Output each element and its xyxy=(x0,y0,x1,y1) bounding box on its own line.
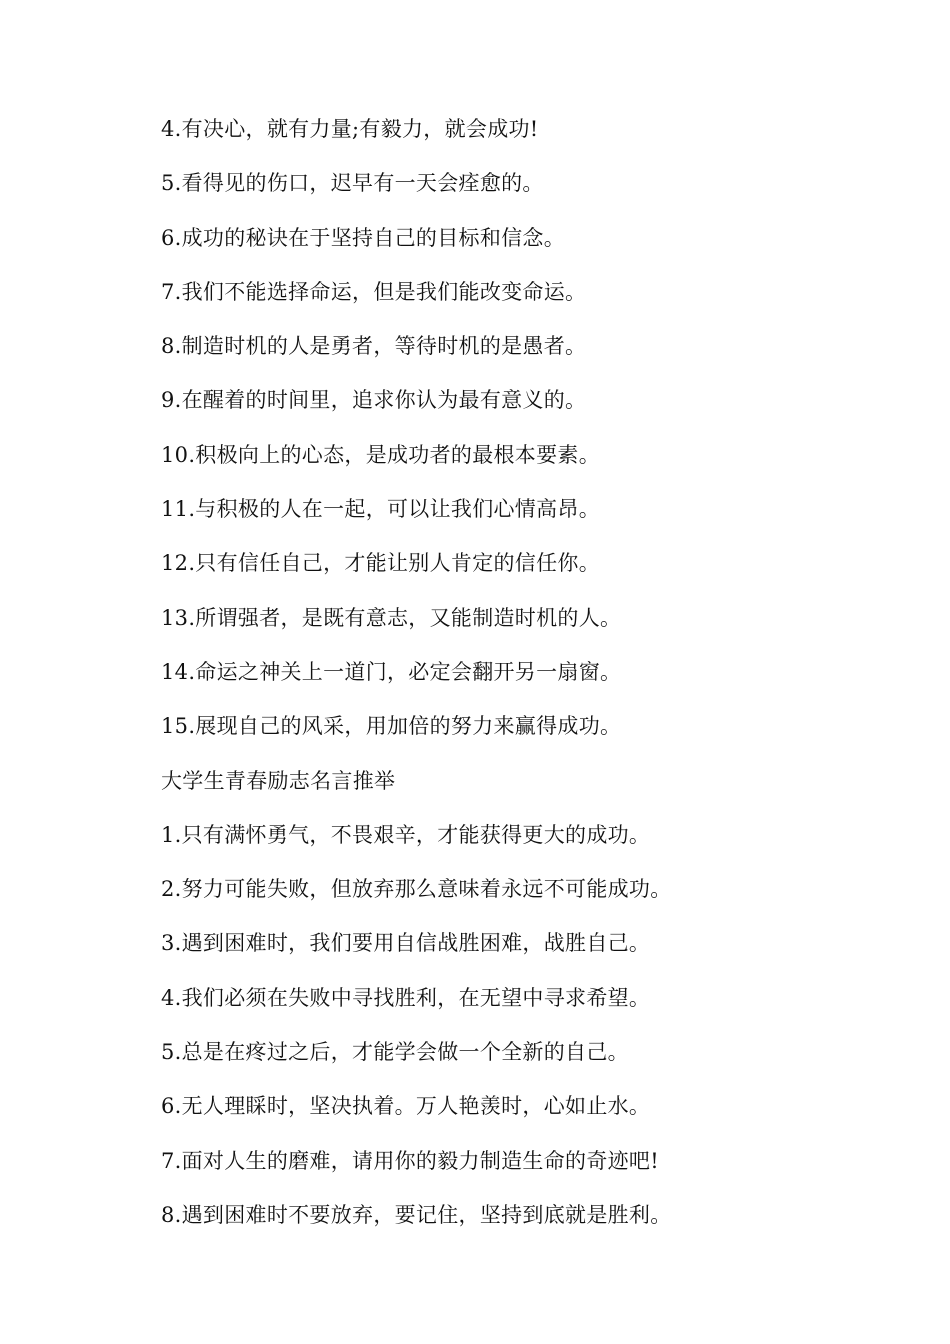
quote-line: 7.我们不能选择命运，但是我们能改变命运。 xyxy=(161,279,587,304)
quote-line: 5.总是在疼过之后，才能学会做一个全新的自己。 xyxy=(161,1040,629,1065)
quote-line: 3.遇到困难时，我们要用自信战胜困难，战胜自己。 xyxy=(161,931,651,956)
quote-line: 10.积极向上的心态，是成功者的最根本要素。 xyxy=(161,442,600,467)
quote-line: 7.面对人生的磨难，请用你的毅力制造生命的奇迹吧! xyxy=(161,1148,659,1173)
quote-line: 15.展现自己的风采，用加倍的努力来赢得成功。 xyxy=(161,714,622,739)
quote-line: 11.与积极的人在一起，可以让我们心情高昂。 xyxy=(161,497,600,522)
quote-line: 4.有决心，就有力量;有毅力，就会成功! xyxy=(161,117,539,141)
quote-line: 13.所谓强者，是既有意志，又能制造时机的人。 xyxy=(161,605,622,630)
quote-line: 1.只有满怀勇气，不畏艰辛，才能获得更大的成功。 xyxy=(161,822,651,847)
quote-line: 6.无人理睬时，坚决执着。万人艳羡时，心如止水。 xyxy=(161,1094,651,1119)
quote-line: 9.在醒着的时间里，追求你认为最有意义的。 xyxy=(161,388,587,413)
quote-line: 4.我们必须在失败中寻找胜利，在无望中寻求希望。 xyxy=(161,985,651,1010)
quote-line: 12.只有信任自己，才能让别人肯定的信任你。 xyxy=(161,551,600,576)
quote-line: 5.看得见的伤口，迟早有一天会痊愈的。 xyxy=(161,171,544,196)
quote-line: 6.成功的秘诀在于坚持自己的目标和信念。 xyxy=(161,225,566,250)
quote-line: 8.制造时机的人是勇者，等待时机的是愚者。 xyxy=(161,334,587,359)
section-heading: 大学生青春励志名言推举 xyxy=(161,768,396,793)
quote-line: 14.命运之神关上一道门，必定会翻开另一扇窗。 xyxy=(161,659,622,684)
quote-line: 2.努力可能失败，但放弃那么意味着永远不可能成功。 xyxy=(161,877,672,902)
quote-line: 8.遇到困难时不要放弃，要记住，坚持到底就是胜利。 xyxy=(161,1202,672,1227)
document-body xyxy=(161,114,881,1254)
